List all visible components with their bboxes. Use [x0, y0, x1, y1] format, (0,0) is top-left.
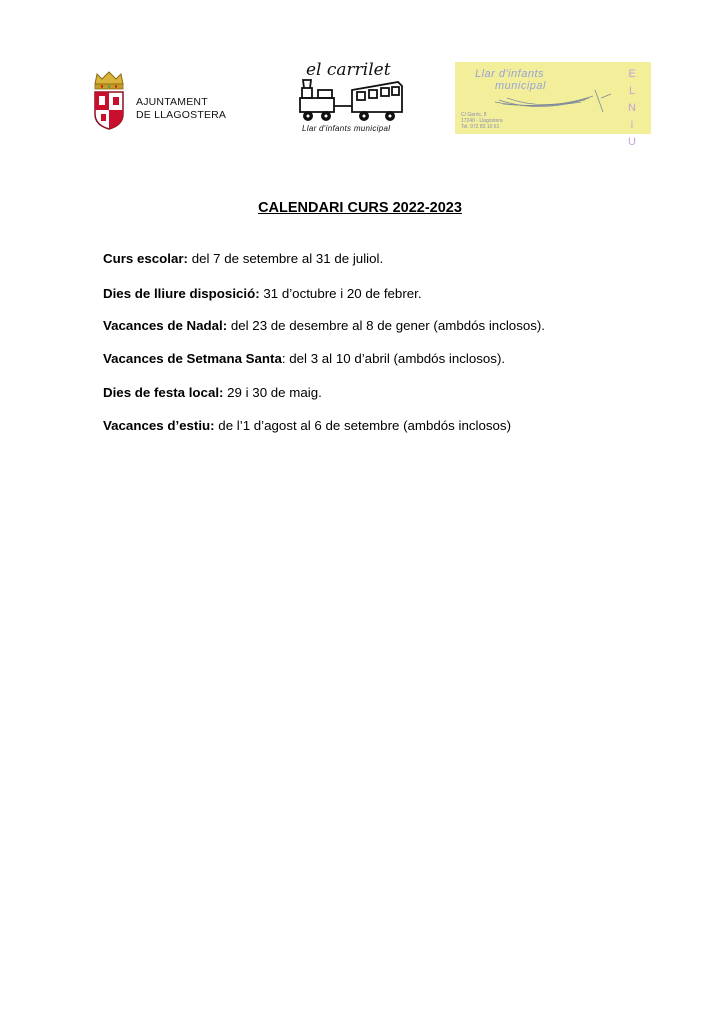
item-label: Vacances d’estiu: [103, 418, 215, 433]
train-icon [294, 76, 412, 126]
ajuntament-line1: AJUNTAMENT [136, 96, 208, 108]
item-label: Vacances de Setmana Santa [103, 351, 282, 366]
item-label: Curs escolar: [103, 251, 188, 266]
coat-of-arms-icon [90, 70, 128, 130]
calendar-item-setmana-santa [103, 351, 505, 366]
niu-letter: i [630, 119, 637, 131]
calendar-item-lliure-disposicio [103, 286, 422, 301]
ajuntament-name [136, 96, 226, 122]
nest-icon [485, 88, 615, 118]
niu-address-line2: 17240 - Llagostera [461, 118, 503, 124]
niu-letter: U [628, 136, 639, 148]
item-text: 31 d’octubre i 20 de febrer. [259, 286, 422, 301]
item-text: del 23 de desembre al 8 de gener (ambdós inclosos). [227, 318, 546, 333]
ajuntament-logo [90, 70, 230, 130]
calendar-item-estiu [103, 418, 511, 433]
niu-side-letters [628, 66, 639, 151]
item-text: del 7 de setembre al 31 de juliol. [188, 251, 384, 266]
page-title: CALENDARI CURS 2022-2023 [258, 200, 462, 216]
calendar-item-festa-local [103, 385, 322, 400]
item-label: Dies de lliure disposició: [103, 286, 260, 301]
ajuntament-line2: DE LLAGOSTERA [136, 109, 227, 121]
niu-logo [455, 62, 651, 148]
niu-address-line3: Tel. 972 83 10 61 [461, 124, 500, 130]
calendar-item-nadal [103, 318, 545, 333]
niu-letter: L [628, 85, 639, 97]
carrilet-subtitle: Llar d'infants municipal [302, 124, 391, 133]
niu-letter: E [628, 68, 639, 80]
item-text: de l’1 d’agost al 6 de setembre (ambdós inclosos) [214, 418, 511, 433]
item-text: : del 3 al 10 d’abril (ambdós inclosos). [281, 351, 506, 366]
carrilet-title: el carrilet [306, 60, 391, 80]
calendar-item-curs-escolar [103, 251, 383, 266]
niu-title-line1: Llar d'infants [475, 68, 545, 80]
carrilet-logo [292, 58, 414, 138]
niu-letter: N [628, 102, 639, 114]
item-label: Vacances de Nadal: [103, 318, 228, 333]
item-label: Dies de festa local: [103, 385, 224, 400]
niu-address-line1: C/ Garric, 8 [461, 112, 487, 118]
niu-address [461, 112, 503, 130]
niu-title-line2: municipal [495, 80, 546, 92]
item-text: 29 i 30 de maig. [223, 385, 322, 400]
